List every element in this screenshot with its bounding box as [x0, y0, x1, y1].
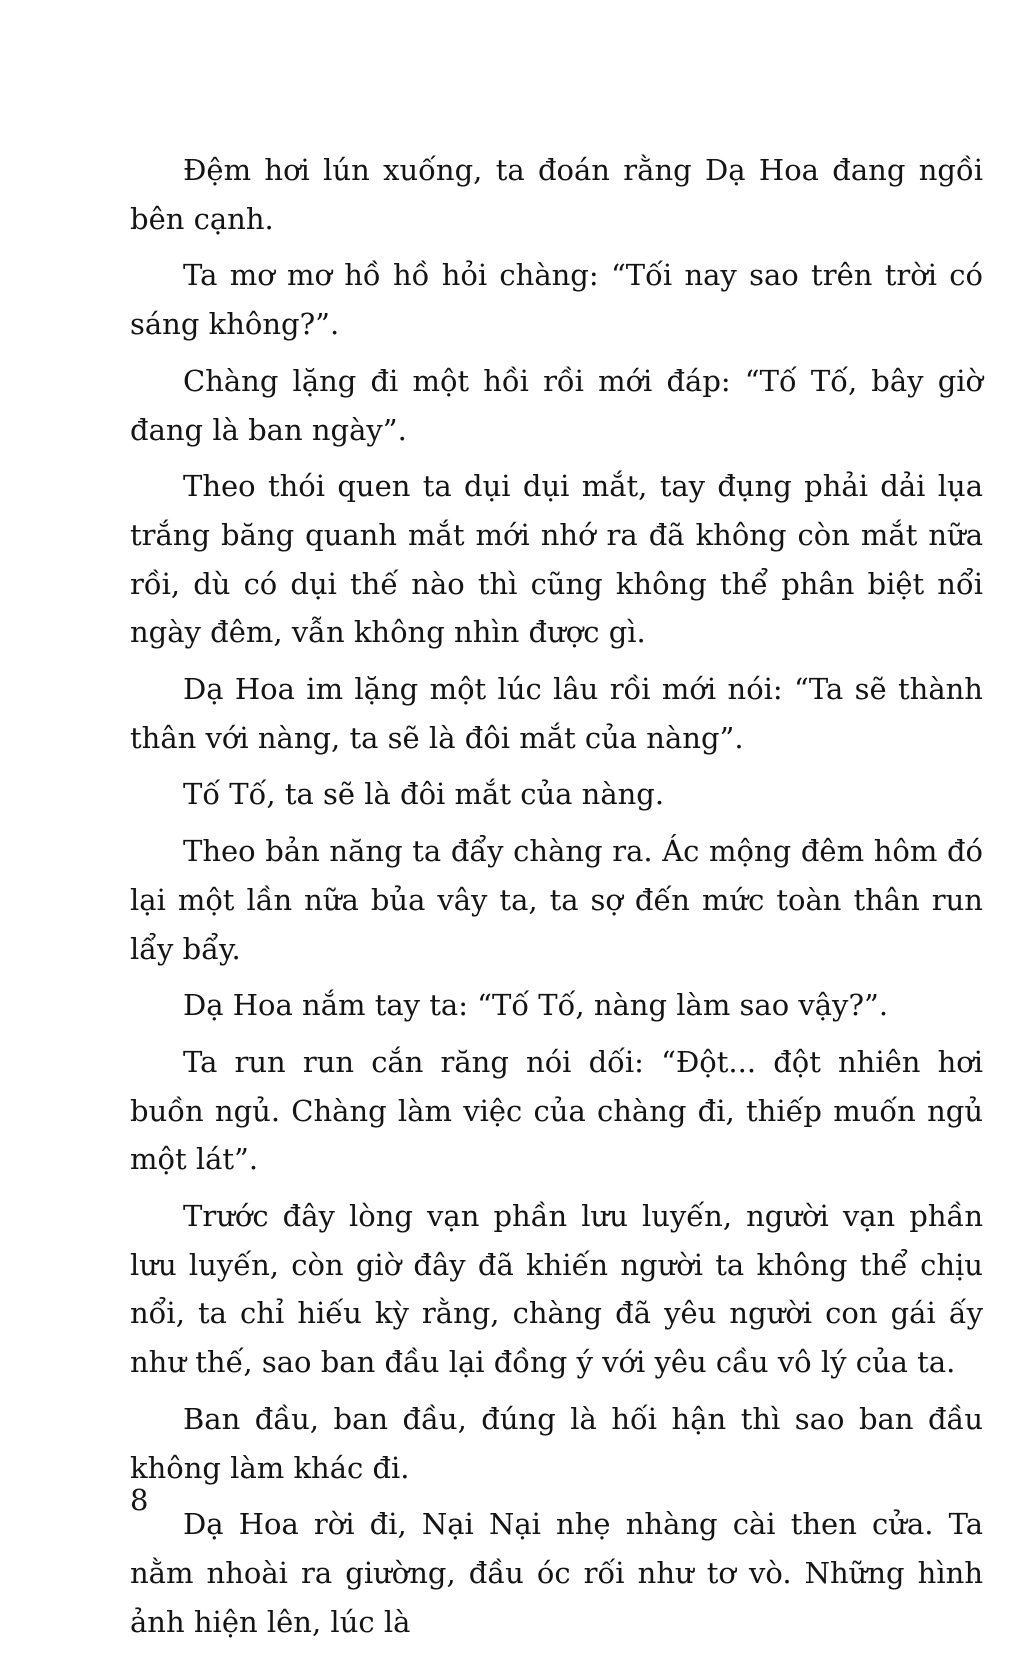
paragraph: Ban đầu, ban đầu, đúng là hối hận thì sao ban đầu không làm khác đi. [130, 1401, 983, 1485]
paragraph: Dạ Hoa rời đi, Nại Nại nhẹ nhàng cài then cửa. Ta nằm nhoài ra giường, đầu óc rối như tơ vò. Những hình ảnh hiện lên, lúc là [130, 1507, 983, 1639]
paragraph: Trước đây lòng vạn phần lưu luyến, người vạn phần lưu luyến, còn giờ đây đã khiến người ta không thể chịu nổi, ta chỉ hiếu kỳ rằng, chàng đã yêu người con gái ấy như thế, sao ban đầu lại đồng ý với yêu cầu vô lý của ta. [130, 1199, 983, 1380]
paragraph: Theo bản năng ta đẩy chàng ra. Ác mộng đêm hôm đó lại một lần nữa bủa vây ta, ta sợ đến mức toàn thân run lẩy bẩy. [130, 834, 983, 966]
paragraph: Ta run run cắn răng nói dối: “Đột... đột nhiên hơi buồn ngủ. Chàng làm việc của chàng đi, thiếp muốn ngủ một lát”. [130, 1044, 983, 1177]
paragraph: Đệm hơi lún xuống, ta đoán rằng Dạ Hoa đang ngồi bên cạnh. [130, 153, 983, 236]
paragraph: Ta mơ mơ hồ hồ hỏi chàng: “Tối nay sao trên trời có sáng không?”. [130, 258, 983, 342]
paragraph: Chàng lặng đi một hồi rồi mới đáp: “Tố Tố, bây giờ đang là ban ngày”. [130, 363, 983, 447]
paragraph: Tố Tố, ta sẽ là đôi mắt của nàng. [183, 777, 665, 812]
paragraph: Dạ Hoa nắm tay ta: “Tố Tố, nàng làm sao vậy?”. [183, 988, 889, 1023]
paragraph: Dạ Hoa im lặng một lúc lâu rồi mới nói: “Ta sẽ thành thân với nàng, ta sẽ là đôi mắt của nàng”. [130, 672, 983, 755]
body-text [130, 146, 983, 1654]
page-number: 8 [130, 1483, 149, 1517]
paragraph: Theo thói quen ta dụi dụi mắt, tay đụng phải dải lụa trắng băng quanh mắt mới nhớ ra đã không còn mắt nữa rồi, dù có dụi thế nào thì cũng không thể phân biệt nổi ngày đêm, vẫn không nhìn được gì. [130, 469, 983, 650]
